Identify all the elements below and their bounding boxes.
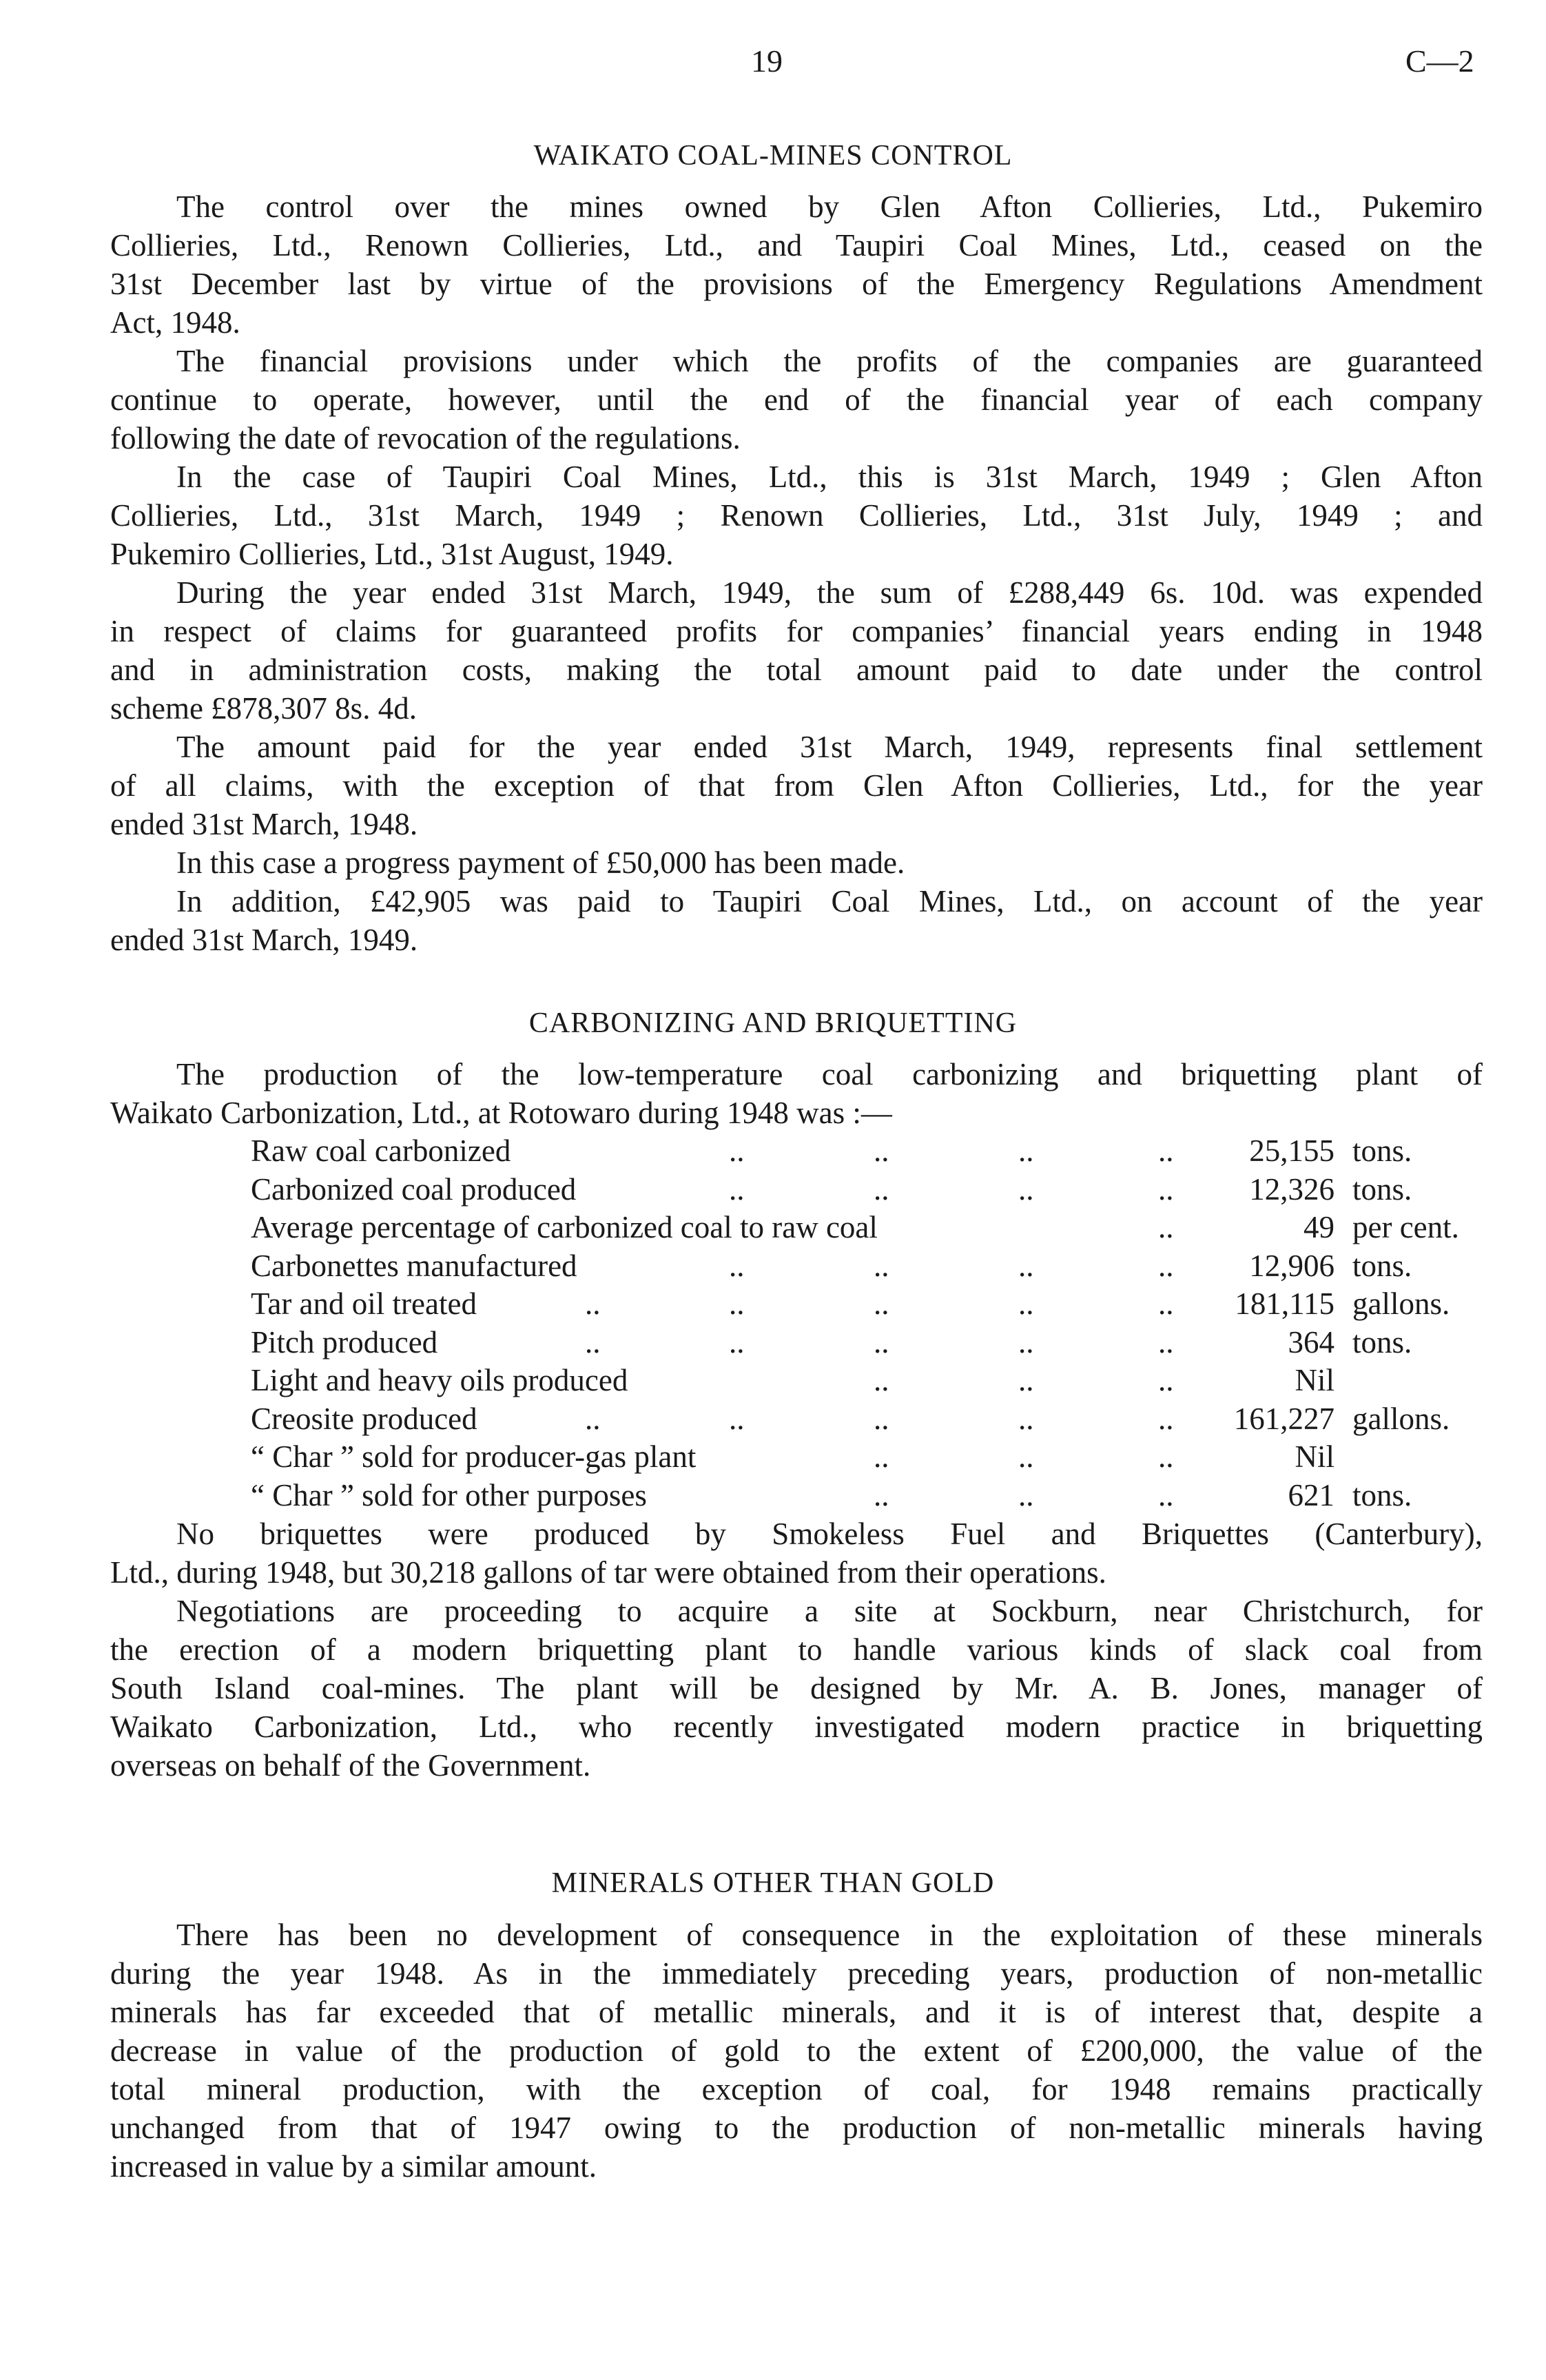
section-heading-carbonizing: CARBONIZING AND BRIQUETTING	[528, 1007, 1018, 1039]
table-row	[110, 1362, 1483, 1400]
row-value: 25,155	[1249, 1133, 1334, 1168]
leader-dots: ..	[1158, 1133, 1174, 1168]
text-line: of all claims, with the exception of that from Glen Afton Collieries, Ltd., for the year	[110, 768, 1483, 803]
row-label: Light and heavy oils produced	[251, 1363, 628, 1397]
leader-dots: ..	[874, 1324, 889, 1360]
leader-dots: ..	[585, 1286, 601, 1321]
row-label: “ Char ” sold for other purposes	[251, 1477, 647, 1512]
leader-dots: ..	[874, 1439, 889, 1474]
leader-dots: ..	[1018, 1133, 1034, 1168]
row-value: 12,326	[1249, 1171, 1334, 1207]
row-label: Raw coal carbonized	[251, 1133, 511, 1168]
row-unit: tons.	[1352, 1324, 1412, 1360]
leader-dots: ..	[729, 1171, 745, 1207]
leader-dots: ..	[874, 1477, 889, 1512]
text-line: In the case of Taupiri Coal Mines, Ltd., this is 31st March, 1949 ; Glen Afton	[176, 460, 1483, 494]
text-line: During the year ended 31st March, 1949, the sum of £288,449 6s. 10d. was expended	[176, 575, 1483, 610]
text-line: Waikato Carbonization, Ltd., at Rotowaro during 1948 was :—	[110, 1096, 892, 1130]
table-row	[110, 1477, 1483, 1515]
paragraph	[110, 187, 1483, 342]
text-line: South Island coal-mines. The plant will be designed by Mr. A. B. Jones, manager of	[110, 1671, 1483, 1705]
paragraph	[110, 1916, 1483, 2186]
leader-dots: ..	[729, 1248, 745, 1283]
row-label: “ Char ” sold for producer-gas plant	[251, 1439, 697, 1474]
paragraph	[110, 882, 1483, 959]
leader-dots: ..	[1158, 1171, 1174, 1207]
leader-dots: ..	[1018, 1439, 1034, 1474]
document-reference: C—2	[1405, 43, 1474, 79]
leader-dots: ..	[874, 1286, 889, 1321]
paragraph	[110, 728, 1483, 843]
leader-dots: ..	[1158, 1439, 1174, 1474]
leader-dots: ..	[1158, 1363, 1174, 1397]
text-line: Collieries, Ltd., 31st March, 1949 ; Renown Collieries, Ltd., 31st July, 1949 ; and	[110, 498, 1483, 533]
section-heading-minerals: MINERALS OTHER THAN GOLD	[551, 1867, 995, 1899]
table-row	[110, 1171, 1483, 1209]
paragraph	[110, 573, 1483, 728]
row-label: Tar and oil treated	[251, 1286, 477, 1321]
paragraph	[110, 1592, 1483, 1785]
leader-dots: ..	[1158, 1286, 1174, 1321]
leader-dots: ..	[1018, 1286, 1034, 1321]
text-line: scheme £878,307 8s. 4d.	[110, 691, 417, 726]
text-line: increased in value by a similar amount.	[110, 2149, 597, 2184]
paragraph	[110, 1055, 1483, 1132]
row-unit: tons.	[1352, 1171, 1412, 1207]
row-value: 181,115	[1235, 1286, 1334, 1321]
leader-dots: ..	[585, 1324, 601, 1360]
row-unit: per cent.	[1352, 1210, 1459, 1244]
text-line: decrease in value of the production of gold to the extent of £200,000, the value of the	[110, 2033, 1483, 2068]
text-line: minerals has far exceeded that of metallic minerals, and it is of interest that, despite a	[110, 1995, 1483, 2029]
text-line: The financial provisions under which the profits of the companies are guaranteed	[176, 344, 1483, 378]
leader-dots: ..	[729, 1401, 745, 1436]
row-unit: tons.	[1352, 1248, 1412, 1283]
text-line: No briquettes were produced by Smokeless Fuel and Briquettes (Canterbury),	[176, 1517, 1483, 1551]
text-line: The production of the low-temperature coal carbonizing and briquetting plant of	[176, 1057, 1483, 1091]
text-line: There has been no development of consequence in the exploitation of these minerals	[176, 1918, 1483, 1952]
row-value: 364	[1288, 1324, 1334, 1360]
row-unit: tons.	[1352, 1133, 1412, 1168]
leader-dots: ..	[729, 1133, 745, 1168]
text-line: ended 31st March, 1948.	[110, 807, 418, 841]
leader-dots: ..	[1018, 1363, 1034, 1397]
leader-dots: ..	[874, 1363, 889, 1397]
text-line: Collieries, Ltd., Renown Collieries, Ltd., and Taupiri Coal Mines, Ltd., ceased on the	[110, 228, 1483, 263]
row-value: 49	[1303, 1210, 1334, 1244]
row-label: Carbonettes manufactured	[251, 1248, 577, 1283]
leader-dots: ..	[585, 1401, 601, 1436]
row-unit: gallons.	[1352, 1401, 1450, 1436]
row-label: Pitch produced	[251, 1324, 438, 1360]
leader-dots: ..	[1158, 1248, 1174, 1283]
row-unit: tons.	[1352, 1477, 1412, 1512]
row-value: Nil	[1295, 1363, 1334, 1397]
row-unit: gallons.	[1352, 1286, 1450, 1321]
leader-dots: ..	[1158, 1401, 1174, 1436]
leader-dots: ..	[1018, 1401, 1034, 1436]
text-line: overseas on behalf of the Government.	[110, 1748, 591, 1783]
text-line: Waikato Carbonization, Ltd., who recently investigated modern practice in briquetting	[110, 1710, 1483, 1744]
paragraph	[110, 1515, 1483, 1592]
leader-dots: ..	[1018, 1324, 1034, 1360]
leader-dots: ..	[874, 1401, 889, 1436]
text-line: Pukemiro Collieries, Ltd., 31st August, 1949.	[110, 537, 674, 571]
text-line: following the date of revocation of the regulations.	[110, 421, 741, 455]
leader-dots: ..	[1018, 1171, 1034, 1207]
table-row	[110, 1324, 1483, 1362]
text-line: In addition, £42,905 was paid to Taupiri Coal Mines, Ltd., on account of the year	[176, 884, 1483, 919]
text-line: Ltd., during 1948, but 30,218 gallons of tar were obtained from their operations.	[110, 1555, 1106, 1590]
paragraph	[110, 843, 1483, 882]
row-value: 161,227	[1233, 1401, 1334, 1436]
text-line: The amount paid for the year ended 31st March, 1949, represents final settlement	[176, 730, 1483, 764]
leader-dots: ..	[1158, 1324, 1174, 1360]
table-row	[110, 1285, 1483, 1324]
row-label: Creosite produced	[251, 1401, 477, 1436]
table-row	[110, 1247, 1483, 1286]
text-line: Negotiations are proceeding to acquire a site at Sockburn, near Christchurch, for	[176, 1594, 1483, 1628]
leader-dots: ..	[1158, 1210, 1174, 1244]
text-line: during the year 1948. As in the immediately preceding years, production of non-metallic	[110, 1956, 1483, 1991]
table-row	[110, 1438, 1483, 1477]
section-body-minerals	[110, 1916, 1483, 2186]
leader-dots: ..	[874, 1248, 889, 1283]
text-line: the erection of a modern briquetting plant to handle various kinds of slack coal from	[110, 1632, 1483, 1667]
carbonizing-intro	[110, 1055, 1483, 1132]
leader-dots: ..	[729, 1324, 745, 1360]
table-row	[110, 1400, 1483, 1439]
table-row	[110, 1209, 1483, 1247]
text-line: total mineral production, with the exception of coal, for 1948 remains practically	[110, 2072, 1483, 2106]
leader-dots: ..	[874, 1171, 889, 1207]
text-line: and in administration costs, making the total amount paid to date under the control	[110, 653, 1483, 687]
paragraph	[110, 342, 1483, 458]
leader-dots: ..	[729, 1286, 745, 1321]
row-value: 12,906	[1249, 1248, 1334, 1283]
page-number: 19	[751, 43, 783, 79]
text-line: continue to operate, however, until the end of the financial year of each company	[110, 382, 1483, 417]
text-line: unchanged from that of 1947 owing to the production of non-metallic minerals having	[110, 2111, 1483, 2145]
table-row	[110, 1132, 1483, 1171]
row-value: Nil	[1295, 1439, 1334, 1474]
row-label: Carbonized coal produced	[251, 1171, 577, 1207]
text-line: The control over the mines owned by Glen Afton Collieries, Ltd., Pukemiro	[176, 189, 1483, 224]
leader-dots: ..	[1158, 1477, 1174, 1512]
production-table	[110, 1132, 1483, 1515]
text-line: Act, 1948.	[110, 305, 240, 340]
row-value: 621	[1288, 1477, 1334, 1512]
leader-dots: ..	[1018, 1477, 1034, 1512]
text-line: ended 31st March, 1949.	[110, 923, 418, 957]
leader-dots: ..	[1018, 1248, 1034, 1283]
text-line: In this case a progress payment of £50,000 has been made.	[176, 845, 905, 880]
text-line: in respect of claims for guaranteed profits for companies’ financial years ending in 1948	[110, 614, 1483, 648]
section-body-waikato	[110, 187, 1483, 959]
section-body-carbonizing	[110, 1055, 1483, 1785]
carbonizing-paragraphs	[110, 1515, 1483, 1785]
paragraph	[110, 458, 1483, 573]
row-label: Average percentage of carbonized coal to raw coal	[251, 1210, 878, 1244]
text-line: 31st December last by virtue of the provisions of the Emergency Regulations Amendment	[110, 267, 1483, 301]
leader-dots: ..	[874, 1133, 889, 1168]
section-heading-waikato: WAIKATO COAL-MINES CONTROL	[533, 140, 1013, 172]
